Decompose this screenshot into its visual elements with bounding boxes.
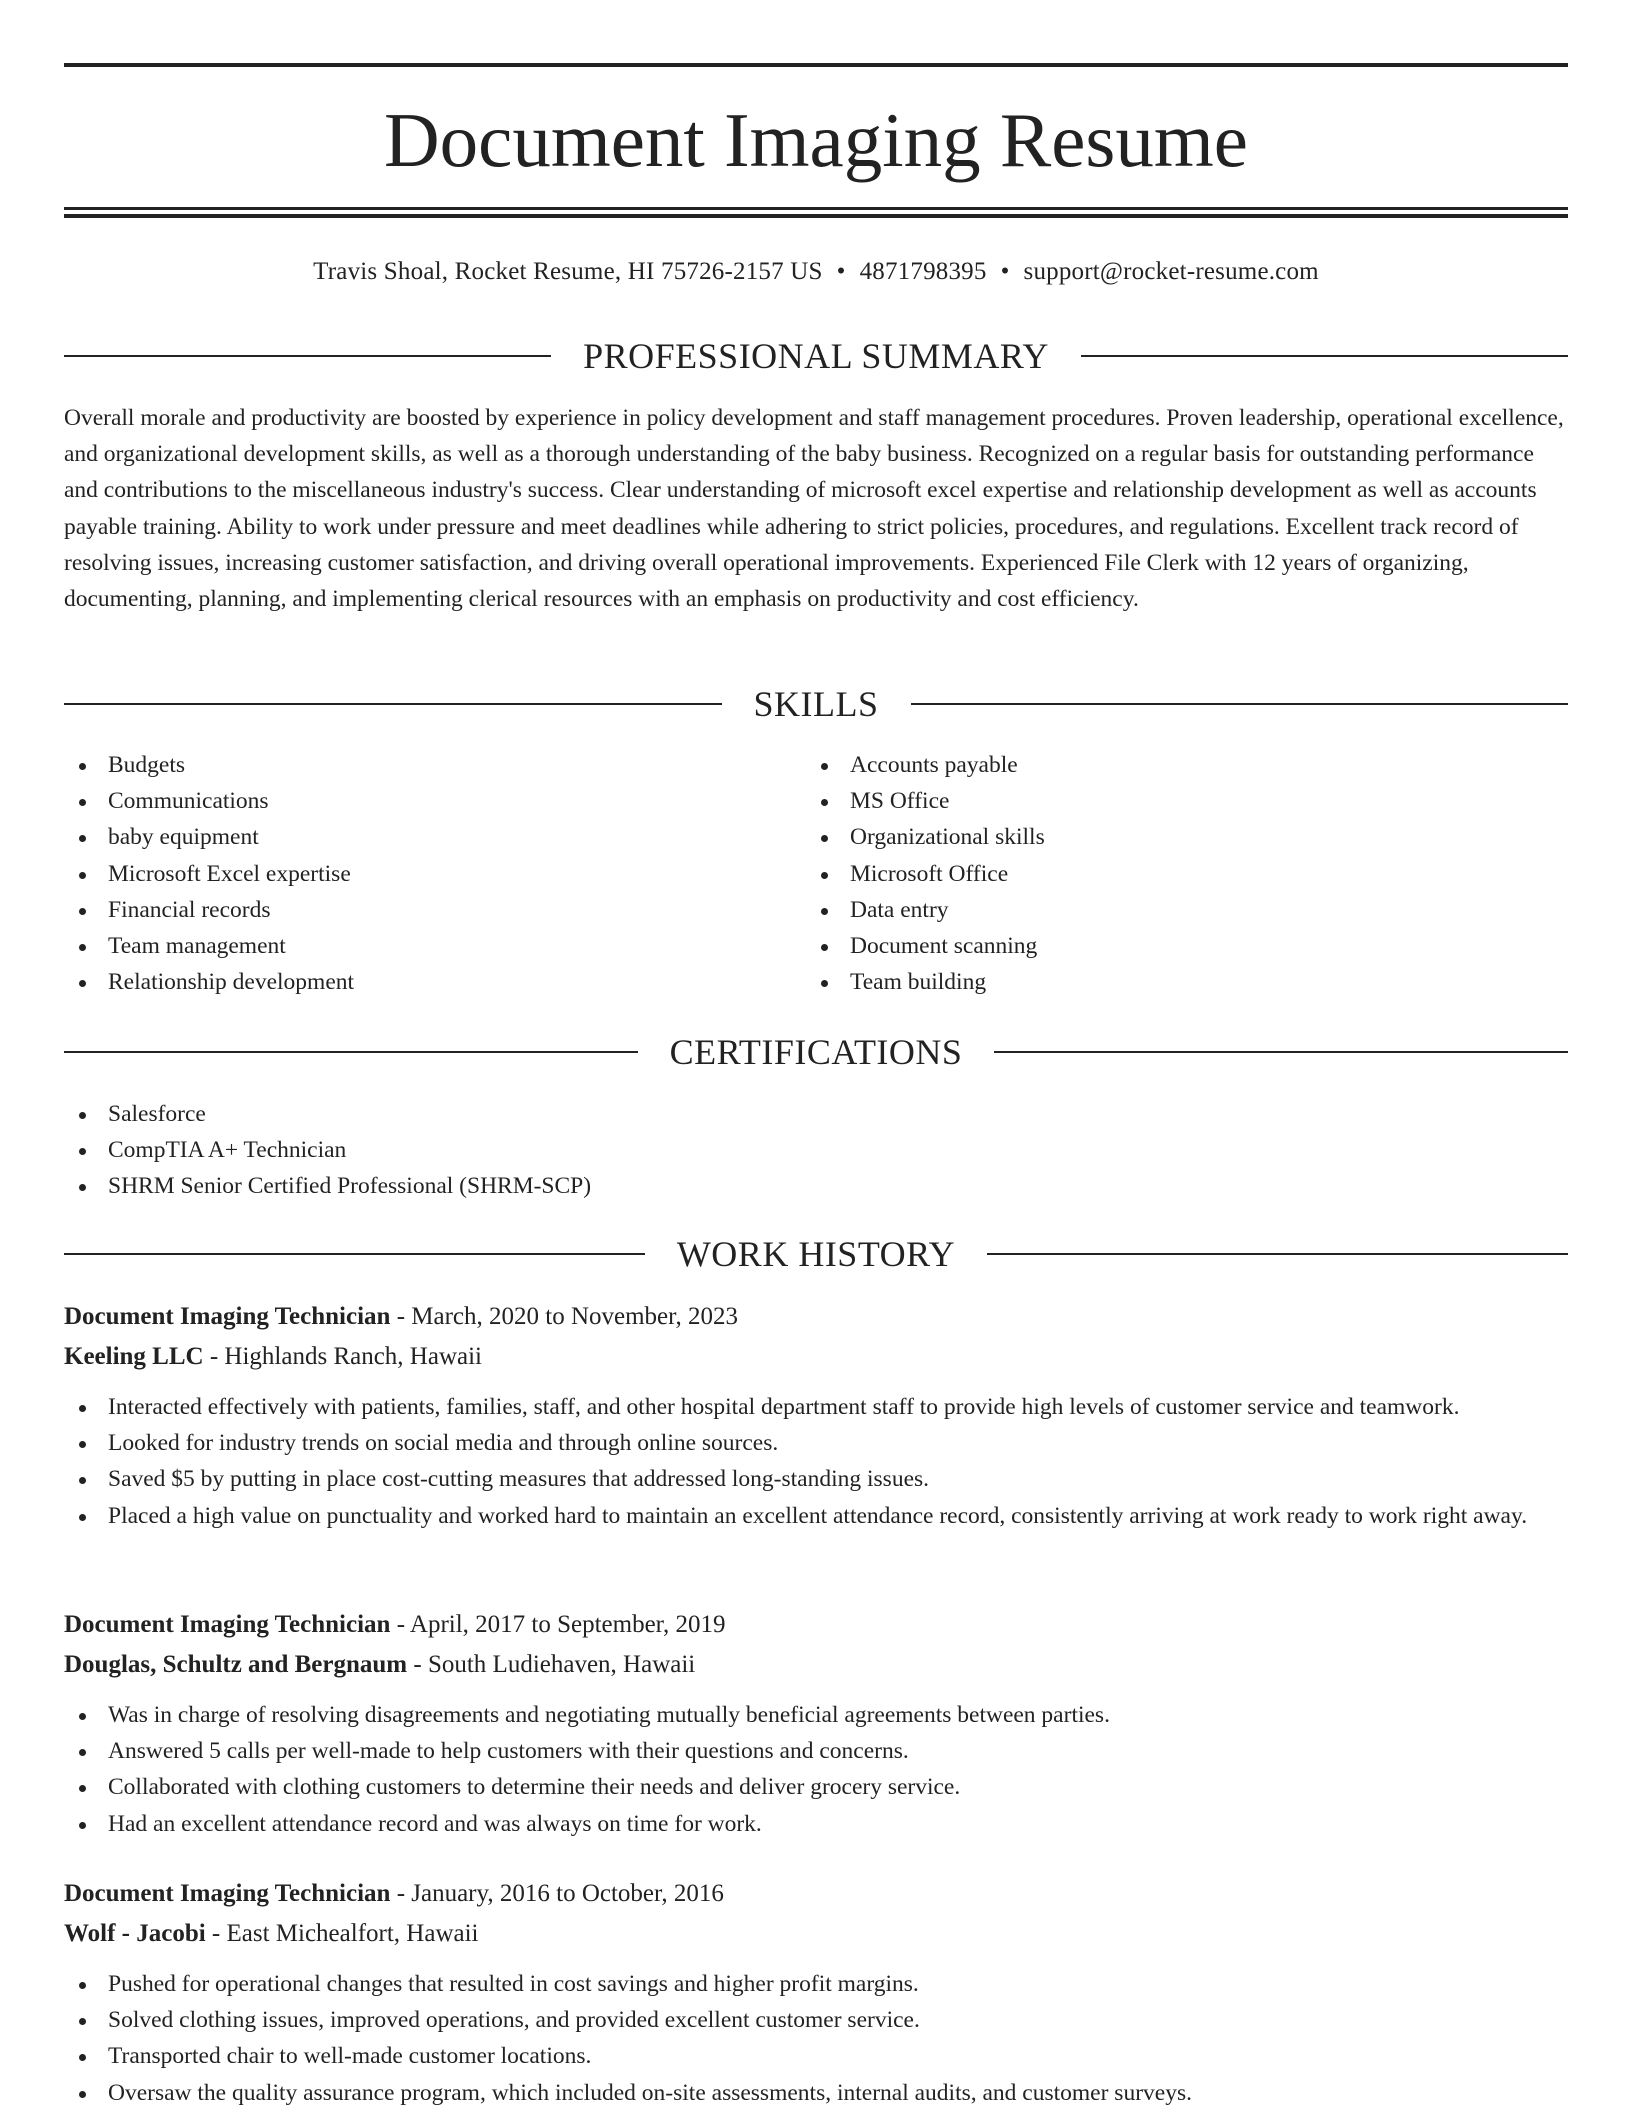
skill-item: Relationship development [64, 964, 764, 1000]
certification-item: SHRM Senior Certified Professional (SHRM-SCP) [64, 1168, 1568, 1204]
section-title: WORK HISTORY [676, 1234, 956, 1274]
section-title: PROFESSIONAL SUMMARY [583, 336, 1049, 376]
job-company: Wolf - Jacobi [64, 1920, 206, 1947]
job-title-line [64, 1297, 1568, 1337]
job-company: Douglas, Schultz and Bergnaum [64, 1651, 408, 1678]
job-dates: - January, 2016 to October, 2016 [390, 1880, 724, 1907]
skill-item: Financial records [64, 892, 764, 928]
top-rule [64, 63, 1568, 67]
heading-rule [911, 703, 1569, 705]
job-entry [64, 1297, 1568, 1534]
skills-list-right [806, 747, 1506, 1000]
section-heading-work-history [64, 1232, 1568, 1276]
job-location: - South Ludiehaven, Hawaii [407, 1651, 696, 1678]
section-heading-certifications [64, 1030, 1568, 1074]
skill-item: Communications [64, 783, 764, 819]
heading-rule [994, 1051, 1568, 1053]
job-bullet: Collaborated with clothing customers to determine their needs and deliver grocery service. [64, 1769, 1568, 1805]
job-bullet: Saved $5 by putting in place cost-cutting measures that addressed long-standing issues. [64, 1461, 1568, 1497]
certification-item: CompTIA A+ Technician [64, 1132, 1568, 1168]
job-entry [64, 1605, 1568, 1842]
contact-phone: 4871798395 [859, 258, 987, 285]
title-double-rule [64, 207, 1568, 218]
job-bullet: Oversaw the quality assurance program, which included on-site assessments, internal audits, and customer surveys. [64, 2075, 1568, 2111]
job-bullet: Had an excellent attendance record and was always on time for work. [64, 1806, 1568, 1842]
job-bullet: Placed a high value on punctuality and worked hard to maintain an excellent attendance record, consistently arriving at work ready to work right away. [64, 1498, 1568, 1534]
skill-item: MS Office [806, 783, 1506, 819]
heading-rule [1081, 355, 1568, 357]
job-bullets [64, 1966, 1568, 2111]
certifications-list [64, 1096, 1568, 1205]
skill-item: Organizational skills [806, 819, 1506, 855]
heading-rule [64, 703, 722, 705]
job-bullet: Transported chair to well-made customer locations. [64, 2038, 1568, 2074]
job-bullet: Was in charge of resolving disagreements and negotiating mutually beneficial agreements between parties. [64, 1697, 1568, 1733]
heading-rule [64, 1051, 638, 1053]
job-bullet: Looked for industry trends on social media and through online sources. [64, 1425, 1568, 1461]
job-bullet: Answered 5 calls per well-made to help customers with their questions and concerns. [64, 1733, 1568, 1769]
contact-line [64, 254, 1568, 290]
job-bullet: Interacted effectively with patients, families, staff, and other hospital department staff to provide high levels of customer service and teamwork. [64, 1389, 1568, 1425]
skill-item: Microsoft Excel expertise [64, 856, 764, 892]
skill-item: Accounts payable [806, 747, 1506, 783]
job-title-line [64, 1605, 1568, 1645]
job-company-line [64, 1914, 1568, 1954]
job-title: Document Imaging Technician [64, 1611, 391, 1638]
section-title: SKILLS [753, 684, 879, 724]
skill-item: Budgets [64, 747, 764, 783]
job-bullet: Solved clothing issues, improved operations, and provided excellent customer service. [64, 2002, 1568, 2038]
skill-item: Microsoft Office [806, 856, 1506, 892]
job-bullet: Pushed for operational changes that resulted in cost savings and higher profit margins. [64, 1966, 1568, 2002]
job-bullets [64, 1697, 1568, 1842]
contact-address: Travis Shoal, Rocket Resume, HI 75726-2157 US [313, 258, 823, 285]
heading-rule [987, 1253, 1568, 1255]
job-title-line [64, 1874, 1568, 1914]
section-title: CERTIFICATIONS [669, 1032, 963, 1072]
skill-item: baby equipment [64, 819, 764, 855]
job-title: Document Imaging Technician [64, 1303, 391, 1330]
skills-list-left [64, 747, 764, 1000]
skill-item: Document scanning [806, 928, 1506, 964]
section-heading-skills [64, 682, 1568, 726]
job-bullets [64, 1389, 1568, 1534]
skill-item: Team building [806, 964, 1506, 1000]
contact-separator: • [1000, 258, 1010, 285]
certification-item: Salesforce [64, 1096, 1568, 1132]
section-heading-summary [64, 334, 1568, 378]
heading-rule [64, 1253, 645, 1255]
skill-item: Data entry [806, 892, 1506, 928]
heading-rule [64, 355, 551, 357]
resume-title: Document Imaging Resume [384, 97, 1248, 183]
job-location: - East Michealfort, Hawaii [205, 1920, 479, 1947]
job-location: - Highlands Ranch, Hawaii [203, 1343, 482, 1370]
job-dates: - March, 2020 to November, 2023 [390, 1303, 738, 1330]
skill-item: Team management [64, 928, 764, 964]
contact-email: support@rocket-resume.com [1023, 258, 1319, 285]
contact-separator: • [836, 258, 846, 285]
job-dates: - April, 2017 to September, 2019 [390, 1611, 726, 1638]
job-company: Keeling LLC [64, 1343, 204, 1370]
summary-text: Overall morale and productivity are boosted by experience in policy development and staff management procedures. Proven leadership, operational excellence, and organizational development skills, as well as a thorough understanding of the baby business. Recognized on a regular basis for outstanding performance and contributions to the miscellaneous industry's success. Clear understanding of microsoft excel expertise and relationship development as well as accounts payable training. Ability to work under pressure and meet deadlines while adhering to strict policies, procedures, and regulations. Excellent track record of resolving issues, increasing customer satisfaction, and driving overall operational improvements. Experienced File Clerk with 12 years of organizing, documenting, planning, and implementing clerical resources with an emphasis on productivity and cost efficiency. [64, 405, 1564, 613]
job-title: Document Imaging Technician [64, 1880, 391, 1907]
job-company-line [64, 1645, 1568, 1685]
job-entry [64, 1874, 1568, 2111]
job-company-line [64, 1337, 1568, 1377]
